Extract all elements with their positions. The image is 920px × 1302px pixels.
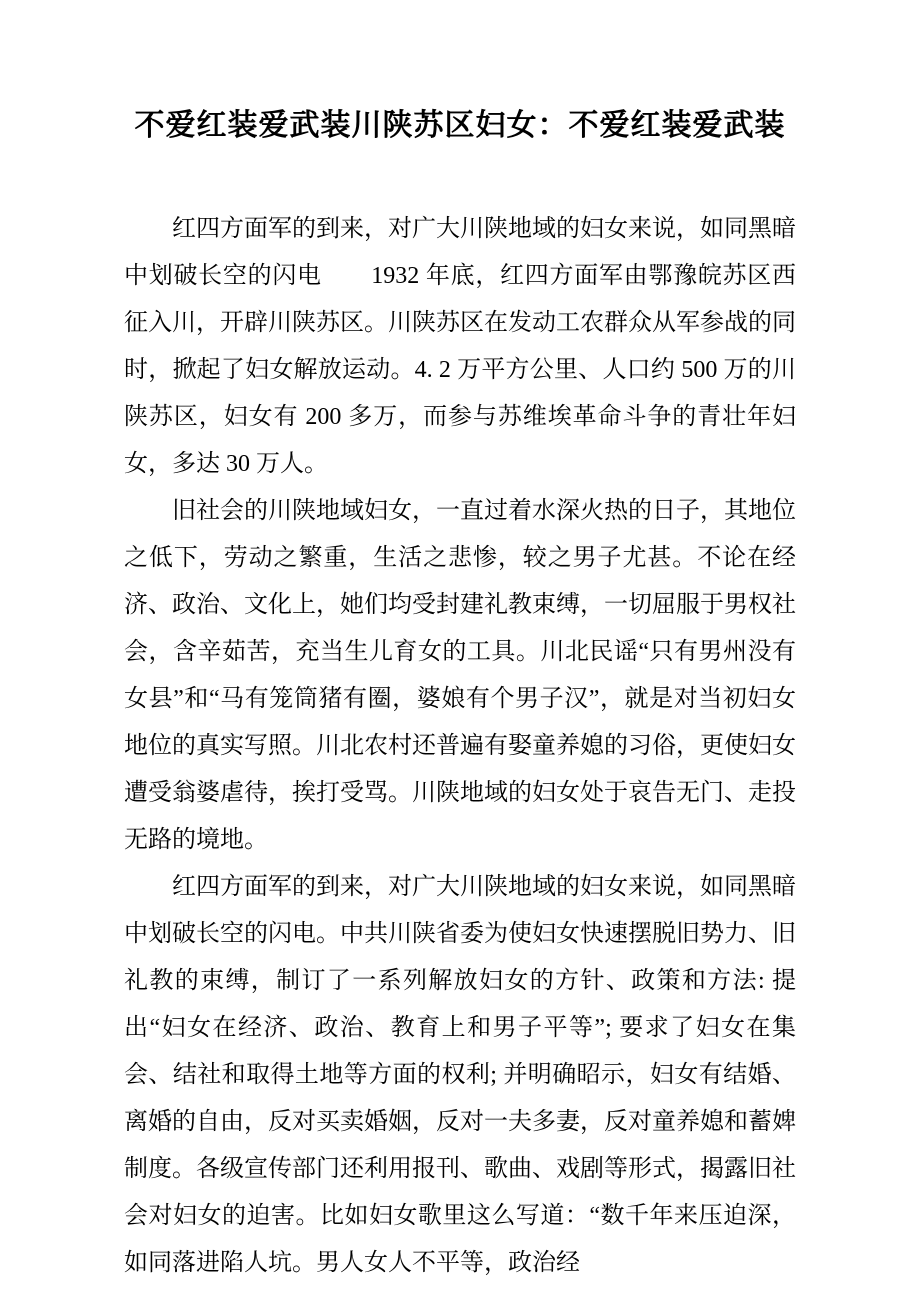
paragraph-3: 红四方面军的到来，对广大川陕地域的妇女来说，如同黑暗中划破长空的闪电。中共川陕省委为使妇女快速摆脱旧势力、旧礼教的束缚，制订了一系列解放妇女的方针、政策和方法: 提出“妇女在经济、政治、教育上和男子平等”; 要求了妇女在集会、结社和取得土地等方面的权利; 并明确昭示，妇女有结婚、离婚的自由，反对买卖婚姻，反对一夫多妻，反对童养媳和蓄婢制度。各级宣传部门还利用报刊、歌曲、戏剧等形式，揭露旧社会对妇女的迫害。比如妇女歌里这么写道：“数千年来压迫深，如同落进陷人坑。男人女人不平等，政治经 [124,874,796,1276]
document-body [124,206,796,1287]
document-title: 不爱红装爱武装川陕苏区妇女：不爱红装爱武装 [134,109,786,142]
paragraph-1: 红四方面军的到来，对广大川陕地域的妇女来说，如同黑暗中划破长空的闪电 1932 年底，红四方面军由鄂豫皖苏区西征入川，开辟川陕苏区。川陕苏区在发动工农群众从军参战的同时，掀起了妇女解放运动。4. 2 万平方公里、人口约 500 万的川陕苏区，妇女有 200 多万，而参与苏维埃革命斗争的青壮年妇女，多达 30 万人。 [124,216,796,477]
paragraph-2: 旧社会的川陕地域妇女，一直过着水深火热的日子，其地位之低下，劳动之繁重，生活之悲惨，较之男子尤甚。不论在经济、政治、文化上，她们均受封建礼教束缚，一切屈服于男权社会，含辛茹苦，充当生儿育女的工具。川北民谣“只有男州没有女县”和“马有笼筒猪有圈，婆娘有个男子汉”，就是对当初妇女地位的真实写照。川北农村还普遍有娶童养媳的习俗，更使妇女遭受翁婆虐待，挨打受骂。川陕地域的妇女处于哀告无门、走投无路的境地。 [124,498,796,853]
